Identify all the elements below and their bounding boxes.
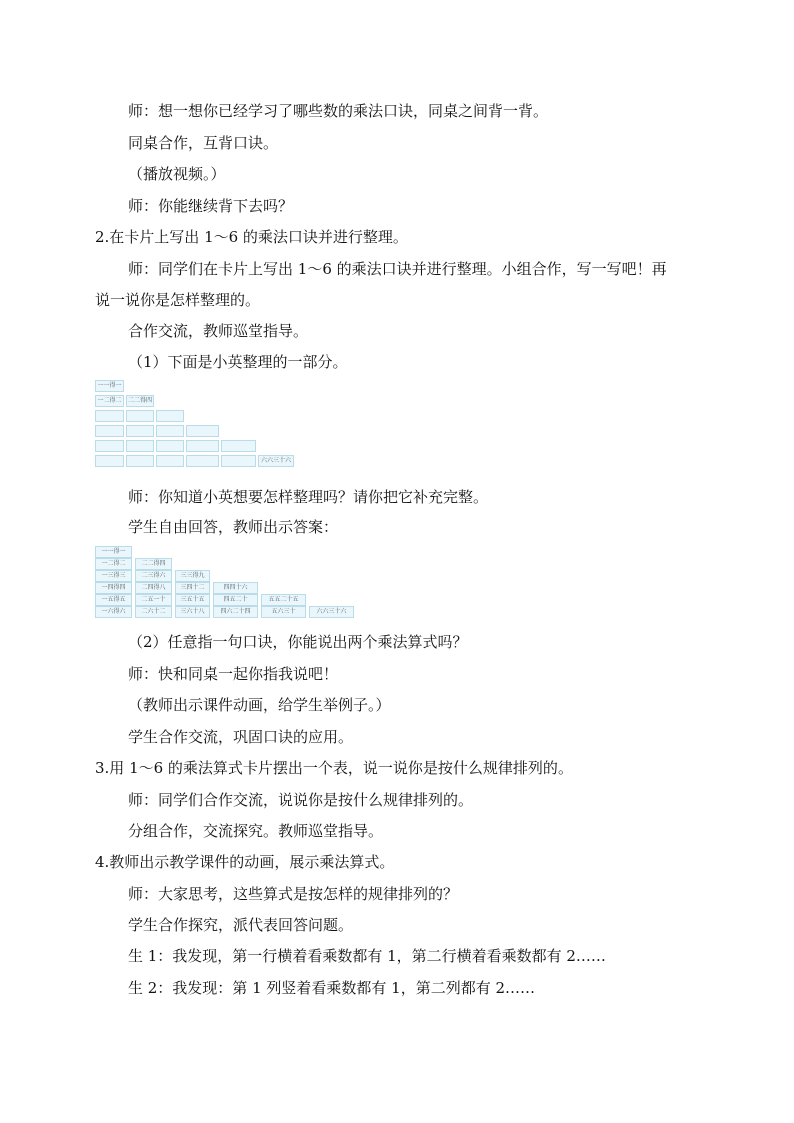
multiplication-card bbox=[95, 380, 124, 392]
subsection-2: （2）任意指一句口诀，你能说出两个乘法算式吗？ bbox=[128, 633, 468, 651]
paragraph-teacher-think: 师：大家思考，这些算式是按怎样的规律排列的？ bbox=[128, 885, 459, 903]
multiplication-card bbox=[135, 582, 172, 594]
card-text: 一一得一 bbox=[101, 548, 126, 555]
card-text: 四五二十 bbox=[223, 596, 248, 603]
multiplication-card bbox=[175, 582, 210, 594]
card-text: 五六三十 bbox=[271, 608, 296, 615]
multiplication-card bbox=[175, 606, 210, 618]
multiplication-card bbox=[156, 440, 184, 452]
multiplication-card bbox=[175, 570, 210, 582]
multiplication-card bbox=[126, 425, 154, 437]
multiplication-card bbox=[186, 440, 219, 452]
card-text: 一二得二 bbox=[97, 397, 122, 404]
multiplication-card bbox=[261, 594, 306, 606]
paragraph-show-answer: 学生自由回答，教师出示答案： bbox=[128, 518, 339, 536]
card-text: 一四得四 bbox=[101, 584, 126, 591]
card-text: 三五十五 bbox=[180, 596, 205, 603]
card-text: 三三得九 bbox=[180, 572, 205, 579]
multiplication-card bbox=[126, 410, 154, 422]
multiplication-card bbox=[135, 606, 172, 618]
multiplication-card bbox=[95, 594, 132, 606]
card-text: 三六十八 bbox=[180, 608, 205, 615]
multiplication-card bbox=[95, 440, 124, 452]
card-text: 二三得六 bbox=[141, 572, 166, 579]
paragraph-teacher-question: 师：你知道小英想要怎样整理吗？请你把它补充完整。 bbox=[128, 488, 489, 506]
card-text: 二四得八 bbox=[141, 584, 166, 591]
multiplication-card bbox=[213, 606, 258, 618]
multiplication-card bbox=[156, 455, 184, 467]
multiplication-card bbox=[186, 455, 219, 467]
paragraph-teacher-discuss: 师：同学们合作交流，说说你是按什么规律排列的。 bbox=[128, 791, 474, 809]
card-text: 四六二十四 bbox=[220, 608, 251, 615]
card-text: 一一得一 bbox=[97, 382, 122, 389]
multiplication-card bbox=[156, 425, 184, 437]
section-heading-4: 4.教师出示教学课件的动画，展示乘法算式。 bbox=[95, 853, 395, 871]
paragraph-partner-point: 师：快和同桌一起你指我说吧！ bbox=[128, 665, 339, 683]
card-text: 二二得四 bbox=[127, 397, 152, 404]
multiplication-card bbox=[135, 570, 172, 582]
card-text: 二二得四 bbox=[141, 560, 166, 567]
multiplication-card bbox=[95, 546, 132, 558]
card-text: 二五一十 bbox=[141, 596, 166, 603]
paragraph-student-2: 生 2：我发现：第 1 列竖着看乘数都有 1，第二列都有 2…… bbox=[128, 979, 536, 997]
multiplication-card bbox=[95, 558, 132, 570]
multiplication-card bbox=[213, 582, 258, 594]
paragraph-partner-recite: 同桌合作，互背口诀。 bbox=[128, 134, 279, 152]
multiplication-card bbox=[309, 606, 354, 618]
multiplication-card bbox=[95, 395, 124, 407]
multiplication-card bbox=[221, 455, 256, 467]
paragraph-teacher-recite: 师：想一想你已经学习了哪些数的乘法口诀，同桌之间背一背。 bbox=[128, 102, 549, 120]
multiplication-card bbox=[175, 594, 210, 606]
multiplication-card bbox=[95, 582, 132, 594]
paragraph-student-1: 生 1：我发现，第一行横着看乘数都有 1，第二行横着看乘数都有 2…… bbox=[128, 947, 606, 965]
card-text: 四四十六 bbox=[223, 584, 248, 591]
multiplication-card bbox=[95, 570, 132, 582]
card-text: 二六十二 bbox=[141, 608, 166, 615]
card-text: 六六三十六 bbox=[260, 457, 291, 464]
card-text: 一二得二 bbox=[101, 560, 126, 567]
card-text: 六六三十六 bbox=[316, 608, 347, 615]
paragraph-teacher-instruction: 师：同学们在卡片上写出 1～6 的乘法口诀并进行整理。小组合作，写一写吧！再 bbox=[128, 260, 667, 278]
section-heading-2: 2.在卡片上写出 1～6 的乘法口诀并进行整理。 bbox=[95, 228, 408, 246]
section-heading-3: 3.用 1～6 的乘法算式卡片摆出一个表，说一说你是按什么规律排列的。 bbox=[95, 759, 573, 777]
multiplication-card bbox=[126, 440, 154, 452]
multiplication-card bbox=[261, 606, 306, 618]
paragraph-consolidate: 学生合作交流，巩固口诀的应用。 bbox=[128, 728, 354, 746]
paragraph-cooperation: 合作交流，教师巡堂指导。 bbox=[128, 322, 309, 340]
multiplication-card bbox=[126, 455, 154, 467]
paragraph-courseware-demo: （教师出示课件动画，给学生举例子。） bbox=[128, 696, 391, 714]
card-text: 一三得三 bbox=[101, 572, 126, 579]
multiplication-card bbox=[221, 440, 256, 452]
card-text: 一五得五 bbox=[101, 596, 126, 603]
multiplication-card bbox=[258, 455, 294, 467]
multiplication-card bbox=[95, 410, 124, 422]
paragraph-play-video: （播放视频。） bbox=[128, 165, 226, 183]
card-text: 一六得六 bbox=[101, 608, 126, 615]
multiplication-card bbox=[135, 594, 172, 606]
subsection-1: （1）下面是小英整理的一部分。 bbox=[128, 353, 348, 371]
paragraph-group-explore: 分组合作，交流探究。教师巡堂指导。 bbox=[128, 822, 384, 840]
card-text: 三四十二 bbox=[180, 584, 205, 591]
paragraph-continue-question: 师：你能继续背下去吗？ bbox=[128, 197, 294, 215]
multiplication-card bbox=[95, 425, 124, 437]
multiplication-card bbox=[95, 455, 124, 467]
multiplication-card bbox=[156, 410, 184, 422]
multiplication-card bbox=[186, 425, 219, 437]
paragraph-teacher-instruction-cont: 说一说你是怎样整理的。 bbox=[95, 291, 261, 309]
multiplication-card bbox=[135, 558, 172, 570]
paragraph-student-answer: 学生合作探究，派代表回答问题。 bbox=[128, 916, 354, 934]
multiplication-card bbox=[213, 594, 258, 606]
multiplication-card bbox=[95, 606, 132, 618]
multiplication-card bbox=[126, 395, 154, 407]
card-text: 五五二十五 bbox=[268, 596, 299, 603]
